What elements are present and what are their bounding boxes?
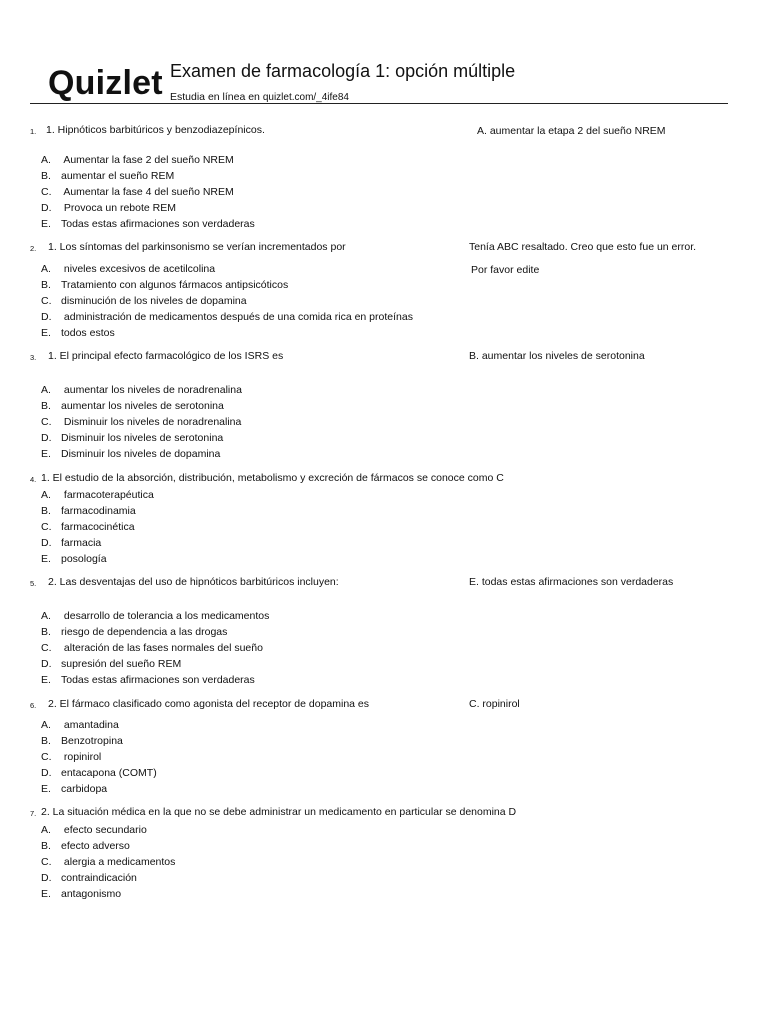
option <box>41 504 154 520</box>
option-letter: D. <box>41 310 52 323</box>
page-subtitle <box>170 91 349 103</box>
option <box>41 310 413 326</box>
option-letter: C. <box>41 185 52 198</box>
option-letter: B. <box>41 734 51 747</box>
option-letter: D. <box>41 657 52 670</box>
option-text: Disminuir los niveles de noradrenalina <box>61 415 242 428</box>
option <box>41 673 269 689</box>
option-letter: B. <box>41 169 51 182</box>
option-text: Todas estas afirmaciones son verdaderas <box>61 217 255 230</box>
option-letter: E. <box>41 887 51 900</box>
option-text: Disminuir los niveles de serotonina <box>61 431 224 444</box>
option-letter: C. <box>41 294 52 307</box>
option-letter: C. <box>41 641 52 654</box>
option-text: ropinirol <box>61 750 102 763</box>
option-letter: D. <box>41 201 52 214</box>
option-text: Todas estas afirmaciones son verdaderas <box>61 673 255 686</box>
option <box>41 855 175 871</box>
option <box>41 262 413 278</box>
option <box>41 431 242 447</box>
answer-text: A. aumentar la etapa 2 del sueño NREM <box>477 125 666 137</box>
option <box>41 887 175 903</box>
question-text: 1. Los síntomas del parkinsonismo se verían incrementados por <box>48 241 346 253</box>
option <box>41 326 413 342</box>
question-number: 5. <box>30 579 37 588</box>
options-list <box>41 609 269 688</box>
option-letter: B. <box>41 278 51 291</box>
option-letter: A. <box>41 263 51 275</box>
option-letter: A. <box>41 384 51 396</box>
answer-note: Por favor edite <box>471 264 540 276</box>
option-text: farmacodinamia <box>61 504 136 517</box>
option-text: efecto secundario <box>61 824 147 836</box>
option <box>41 823 175 839</box>
option-text: contraindicación <box>61 871 137 884</box>
option <box>41 625 269 641</box>
option <box>41 447 242 463</box>
quizlet-logo: Quizlet <box>48 64 163 102</box>
question-number: 3. <box>30 353 37 362</box>
option-letter: C. <box>41 855 52 868</box>
option <box>41 718 157 734</box>
option-text: farmacia <box>61 536 102 549</box>
option-text: Benzotropina <box>61 734 123 747</box>
option-text: aumentar el sueño REM <box>61 169 175 182</box>
option-letter: A. <box>41 719 51 731</box>
options-list <box>41 718 157 797</box>
option <box>41 734 157 750</box>
question-text: 1. El principal efecto farmacológico de los ISRS es <box>48 350 284 362</box>
page-title: Examen de farmacología 1: opción múltiple <box>170 61 516 81</box>
option <box>41 552 154 568</box>
option <box>41 839 175 855</box>
option <box>41 294 413 310</box>
question-text: 2. El fármaco clasificado como agonista del receptor de dopamina es <box>48 698 370 710</box>
option-text: Aumentar la fase 2 del sueño NREM <box>61 154 234 166</box>
option-letter: B. <box>41 625 51 638</box>
option-text: niveles excesivos de acetilcolina <box>61 263 216 275</box>
option-letter: A. <box>41 610 51 622</box>
option <box>41 520 154 536</box>
option-letter: A. <box>41 154 51 166</box>
option-letter: A. <box>41 489 51 501</box>
option-text: Tratamiento con algunos fármacos antipsicóticos <box>61 278 289 291</box>
question-text: 1. El estudio de la absorción, distribución, metabolismo y excreción de fármacos se conoce como C <box>41 472 504 484</box>
option <box>41 169 255 185</box>
option <box>41 657 269 673</box>
question-number: 7. <box>30 809 37 818</box>
option-letter: D. <box>41 766 52 779</box>
option-letter: D. <box>41 431 52 444</box>
options-list <box>41 488 154 567</box>
option <box>41 641 269 657</box>
question-number: 4. <box>30 475 37 484</box>
question-number: 6. <box>30 701 37 710</box>
option-letter: C. <box>41 520 52 533</box>
answer-text: E. todas estas afirmaciones son verdaderas <box>469 576 674 588</box>
option-letter: B. <box>41 399 51 412</box>
header-divider <box>30 103 728 104</box>
option-letter: E. <box>41 552 51 565</box>
option-letter: B. <box>41 839 51 852</box>
option-text: alergia a medicamentos <box>61 855 176 868</box>
question-text: 2. Las desventajas del uso de hipnóticos barbitúricos incluyen: <box>48 576 339 588</box>
option <box>41 217 255 233</box>
option-text: Provoca un rebote REM <box>61 201 176 214</box>
option-text: desarrollo de tolerancia a los medicamentos <box>61 610 270 622</box>
option <box>41 609 269 625</box>
options-list <box>41 823 175 902</box>
option <box>41 201 255 217</box>
option-letter: E. <box>41 673 51 686</box>
option <box>41 185 255 201</box>
option-text: aumentar los niveles de noradrenalina <box>61 384 242 396</box>
option <box>41 399 242 415</box>
question-text: 2. La situación médica en la que no se debe administrar un medicamento en particular se denomina D <box>41 806 517 818</box>
subtitle-url[interactable]: quizlet.com/_4ife84 <box>262 92 349 103</box>
option-text: antagonismo <box>61 887 122 900</box>
subtitle-prefix: Estudia en línea en <box>170 91 260 103</box>
answer-text: C. ropinirol <box>469 698 520 710</box>
option <box>41 750 157 766</box>
option-text: supresión del sueño REM <box>61 657 182 670</box>
options-list <box>41 262 413 341</box>
option-text: todos estos <box>61 326 115 339</box>
option-letter: D. <box>41 536 52 549</box>
option <box>41 536 154 552</box>
option-letter: E. <box>41 447 51 460</box>
option-letter: B. <box>41 504 51 517</box>
option-text: aumentar los niveles de serotonina <box>61 399 224 412</box>
option <box>41 153 255 169</box>
option-letter: E. <box>41 217 51 230</box>
option <box>41 766 157 782</box>
options-list <box>41 383 242 462</box>
option-text: farmacoterapéutica <box>61 489 154 501</box>
option <box>41 488 154 504</box>
option-text: disminución de los niveles de dopamina <box>61 294 247 307</box>
option-letter: D. <box>41 871 52 884</box>
option <box>41 383 242 399</box>
option-text: carbidopa <box>61 782 108 795</box>
answer-text: B. aumentar los niveles de serotonina <box>469 350 645 362</box>
answer-text: Tenía ABC resaltado. Creo que esto fue un error. <box>469 241 697 253</box>
option-letter: E. <box>41 326 51 339</box>
option <box>41 782 157 798</box>
option <box>41 415 242 431</box>
option-letter: E. <box>41 782 51 795</box>
option-text: alteración de las fases normales del sueño <box>61 641 263 654</box>
options-list <box>41 153 255 232</box>
option-text: efecto adverso <box>61 839 130 852</box>
option-text: riesgo de dependencia a las drogas <box>61 625 228 638</box>
question-number: 2. <box>30 244 37 253</box>
option <box>41 278 413 294</box>
document-header <box>0 0 768 110</box>
option-text: Aumentar la fase 4 del sueño NREM <box>61 185 234 198</box>
question-text: 1. Hipnóticos barbitúricos y benzodiazepínicos. <box>46 124 265 136</box>
option-text: Disminuir los niveles de dopamina <box>61 447 221 460</box>
option-text: farmacocinética <box>61 520 135 533</box>
option-text: administración de medicamentos después de una comida rica en proteínas <box>61 310 413 323</box>
option-letter: A. <box>41 824 51 836</box>
option-text: entacapona (COMT) <box>61 766 157 779</box>
option-letter: C. <box>41 750 52 763</box>
question-number: 1. <box>30 127 37 136</box>
option-text: posología <box>61 552 107 565</box>
option-letter: C. <box>41 415 52 428</box>
option-text: amantadina <box>61 719 119 731</box>
option <box>41 871 175 887</box>
